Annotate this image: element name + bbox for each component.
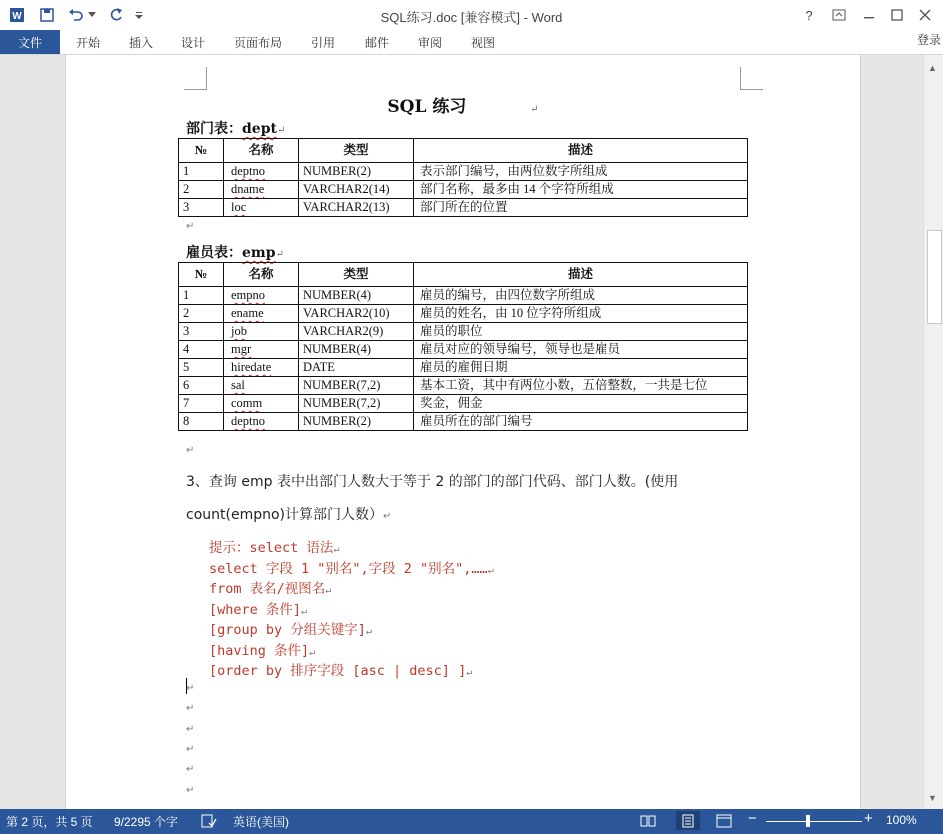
cell-no: 2 bbox=[179, 181, 224, 199]
ribbon-tabs bbox=[0, 30, 943, 55]
table-row bbox=[179, 323, 748, 341]
hint-line: [having 条件]↵ bbox=[209, 642, 316, 659]
hint-line: [order by 排序字段 [asc | desc] ]↵ bbox=[209, 663, 473, 679]
table-row bbox=[179, 377, 748, 395]
cell-type: VARCHAR2(9) bbox=[299, 323, 414, 341]
vertical-scrollbar[interactable] bbox=[923, 55, 943, 809]
document-canvas[interactable] bbox=[0, 55, 923, 809]
emp-heading-name: emp bbox=[242, 245, 276, 261]
paragraph-mark: ↵ bbox=[487, 564, 494, 576]
cell-name: loc bbox=[224, 199, 299, 217]
status-bar bbox=[0, 809, 943, 834]
cell-name: job bbox=[224, 323, 299, 341]
hint-line: select 字段 1 "别名",字段 2 "别名",……↵ bbox=[209, 560, 494, 577]
window-title: SQL练习.doc [兼容模式] - Word bbox=[380, 10, 563, 25]
paragraph-mark: ↵ bbox=[309, 646, 316, 658]
scroll-down-icon[interactable]: ▼ bbox=[928, 793, 937, 803]
read-mode-icon[interactable] bbox=[640, 814, 656, 831]
paragraph-mark: ↵ bbox=[186, 724, 195, 735]
help-button[interactable]: ? bbox=[805, 7, 813, 23]
cell-name: deptno bbox=[224, 163, 299, 181]
cell-desc: 雇员所在的部门编号 bbox=[414, 413, 748, 431]
cell-type: NUMBER(2) bbox=[299, 163, 414, 181]
cell-desc: 部门名称，最多由 14 个字符所组成 bbox=[414, 181, 748, 199]
document-title: SQL 练习 ↵ bbox=[387, 97, 539, 117]
paragraph-mark: ↵ bbox=[186, 683, 195, 694]
dept-table-heading: 部门表：dept↵ bbox=[186, 121, 286, 137]
table-row bbox=[179, 287, 748, 305]
col-header-desc: 描述 bbox=[414, 263, 748, 287]
table-row bbox=[179, 181, 748, 199]
paragraph-mark: ↵ bbox=[186, 221, 195, 232]
paragraph-mark: ↵ bbox=[186, 764, 195, 775]
cell-no: 5 bbox=[179, 359, 224, 377]
cell-name: deptno bbox=[224, 413, 299, 431]
hint-line: 提示：select 语法↵ bbox=[209, 540, 340, 556]
cell-name: hiredate bbox=[224, 359, 299, 377]
cell-type: NUMBER(7,2) bbox=[299, 395, 414, 413]
cell-no: 3 bbox=[179, 323, 224, 341]
paragraph-mark: ↵ bbox=[275, 249, 284, 260]
col-header-no: № bbox=[179, 139, 224, 163]
paragraph-mark: ↵ bbox=[325, 585, 332, 596]
word-count[interactable]: 9/2295 个字 bbox=[114, 815, 179, 829]
cell-name: comm bbox=[224, 395, 299, 413]
cell-name: dname bbox=[224, 181, 299, 199]
scroll-up-icon[interactable]: ▲ bbox=[928, 63, 937, 73]
emp-table bbox=[178, 262, 748, 431]
maximize-icon[interactable] bbox=[884, 4, 910, 26]
tab-insert[interactable]: 插入 bbox=[129, 36, 154, 50]
cell-desc: 雇员的职位 bbox=[414, 323, 748, 341]
question-line-1: 3、查询 emp 表中出部门人数大于等于 2 的部门的部门代码、部门人数。(使用 bbox=[186, 474, 679, 490]
col-header-name: 名称 bbox=[224, 263, 299, 287]
hint-line: [group by 分组关键字]↵ bbox=[209, 622, 372, 638]
cell-desc: 雇员的姓名，由 10 位字符所组成 bbox=[414, 305, 748, 323]
cell-name: sal bbox=[224, 377, 299, 395]
table-row bbox=[179, 395, 748, 413]
tab-references[interactable]: 引用 bbox=[311, 36, 336, 50]
question-line-2: count(empno)计算部门人数）↵ bbox=[186, 507, 392, 523]
tab-review[interactable]: 审阅 bbox=[418, 36, 443, 50]
cell-desc: 雇员的编号，由四位数字所组成 bbox=[414, 287, 748, 305]
emp-table-heading: 雇员表：emp↵ bbox=[186, 245, 284, 261]
cell-type: VARCHAR2(13) bbox=[299, 199, 414, 217]
proofing-icon[interactable] bbox=[201, 814, 217, 831]
cell-type: NUMBER(4) bbox=[299, 287, 414, 305]
tab-home[interactable]: 开始 bbox=[76, 36, 101, 50]
margin-corner-mark bbox=[184, 67, 207, 90]
cell-no: 8 bbox=[179, 413, 224, 431]
paragraph-mark: ↵ bbox=[301, 605, 308, 617]
paragraph-mark: ↵ bbox=[276, 125, 286, 136]
dept-table bbox=[178, 138, 748, 217]
page-count[interactable]: 第 2 页，共 5 页 bbox=[6, 815, 93, 829]
zoom-slider-handle[interactable] bbox=[806, 815, 810, 827]
cell-desc: 表示部门编号，由两位数字所组成 bbox=[414, 163, 748, 181]
close-icon[interactable] bbox=[912, 4, 938, 26]
table-row bbox=[179, 359, 748, 377]
col-header-desc: 描述 bbox=[414, 139, 748, 163]
dept-heading-name: dept bbox=[242, 121, 277, 137]
zoom-level[interactable]: 100% bbox=[886, 813, 917, 827]
col-header-no: № bbox=[179, 263, 224, 287]
col-header-type: 类型 bbox=[299, 139, 414, 163]
cell-type: DATE bbox=[299, 359, 414, 377]
paragraph-mark: ↵ bbox=[186, 744, 195, 755]
tab-design[interactable]: 设计 bbox=[181, 36, 206, 50]
document-page[interactable] bbox=[65, 55, 861, 809]
table-row bbox=[179, 199, 748, 217]
paragraph-mark: ↵ bbox=[186, 785, 195, 796]
minimize-icon[interactable] bbox=[856, 4, 882, 26]
cell-no: 2 bbox=[179, 305, 224, 323]
paragraph-mark: ↵ bbox=[365, 626, 372, 637]
web-layout-icon[interactable] bbox=[716, 814, 732, 831]
cell-type: NUMBER(2) bbox=[299, 413, 414, 431]
cell-no: 6 bbox=[179, 377, 224, 395]
paragraph-mark: ↵ bbox=[530, 104, 539, 115]
print-layout-icon[interactable] bbox=[676, 811, 700, 830]
hint-line: from 表名/视图名↵ bbox=[209, 581, 332, 597]
zoom-slider-track[interactable] bbox=[766, 821, 862, 822]
cell-desc: 雇员对应的领导编号，领导也是雇员 bbox=[414, 341, 748, 359]
col-header-name: 名称 bbox=[224, 139, 299, 163]
paragraph-mark: ↵ bbox=[383, 511, 392, 522]
tab-view[interactable]: 视图 bbox=[471, 36, 496, 50]
language-indicator[interactable]: 英语(美国) bbox=[233, 815, 289, 829]
paragraph-mark: ↵ bbox=[186, 445, 195, 456]
cell-name: mgr bbox=[224, 341, 299, 359]
cell-type: NUMBER(7,2) bbox=[299, 377, 414, 395]
cell-type: VARCHAR2(10) bbox=[299, 305, 414, 323]
title-bar bbox=[0, 0, 943, 30]
svg-text:W: W bbox=[12, 11, 22, 22]
cell-desc: 雇员的雇佣日期 bbox=[414, 359, 748, 377]
cell-type: VARCHAR2(14) bbox=[299, 181, 414, 199]
paragraph-mark: ↵ bbox=[333, 544, 340, 555]
zoom-in-button[interactable]: + bbox=[864, 810, 873, 827]
cell-desc: 部门所在的位置 bbox=[414, 199, 748, 217]
tab-mailings[interactable]: 邮件 bbox=[365, 36, 390, 50]
cell-no: 1 bbox=[179, 287, 224, 305]
margin-corner-mark bbox=[740, 67, 763, 90]
table-row bbox=[179, 341, 748, 359]
zoom-out-button[interactable]: − bbox=[748, 810, 757, 827]
paragraph-mark: ↵ bbox=[466, 667, 473, 678]
hint-line: [where 条件]↵ bbox=[209, 601, 308, 618]
tab-page-layout[interactable]: 页面布局 bbox=[234, 36, 283, 50]
cell-desc: 奖金，佣金 bbox=[414, 395, 748, 413]
cell-desc: 基本工资，其中有两位小数，五倍整数，一共是七位 bbox=[414, 377, 748, 395]
paragraph-mark: ↵ bbox=[186, 703, 195, 714]
ribbon-display-options-icon[interactable] bbox=[826, 4, 852, 26]
col-header-type: 类型 bbox=[299, 263, 414, 287]
tab-file[interactable]: 文件 bbox=[0, 30, 60, 54]
login-link[interactable]: 登录 bbox=[916, 33, 941, 47]
cell-no: 4 bbox=[179, 341, 224, 359]
table-row bbox=[179, 163, 748, 181]
cell-type: NUMBER(4) bbox=[299, 341, 414, 359]
table-row bbox=[179, 305, 748, 323]
cell-no: 1 bbox=[179, 163, 224, 181]
cell-no: 7 bbox=[179, 395, 224, 413]
cell-name: empno bbox=[224, 287, 299, 305]
table-row bbox=[179, 413, 748, 431]
cell-name: ename bbox=[224, 305, 299, 323]
scrollbar-thumb[interactable] bbox=[927, 230, 942, 324]
cell-no: 3 bbox=[179, 199, 224, 217]
